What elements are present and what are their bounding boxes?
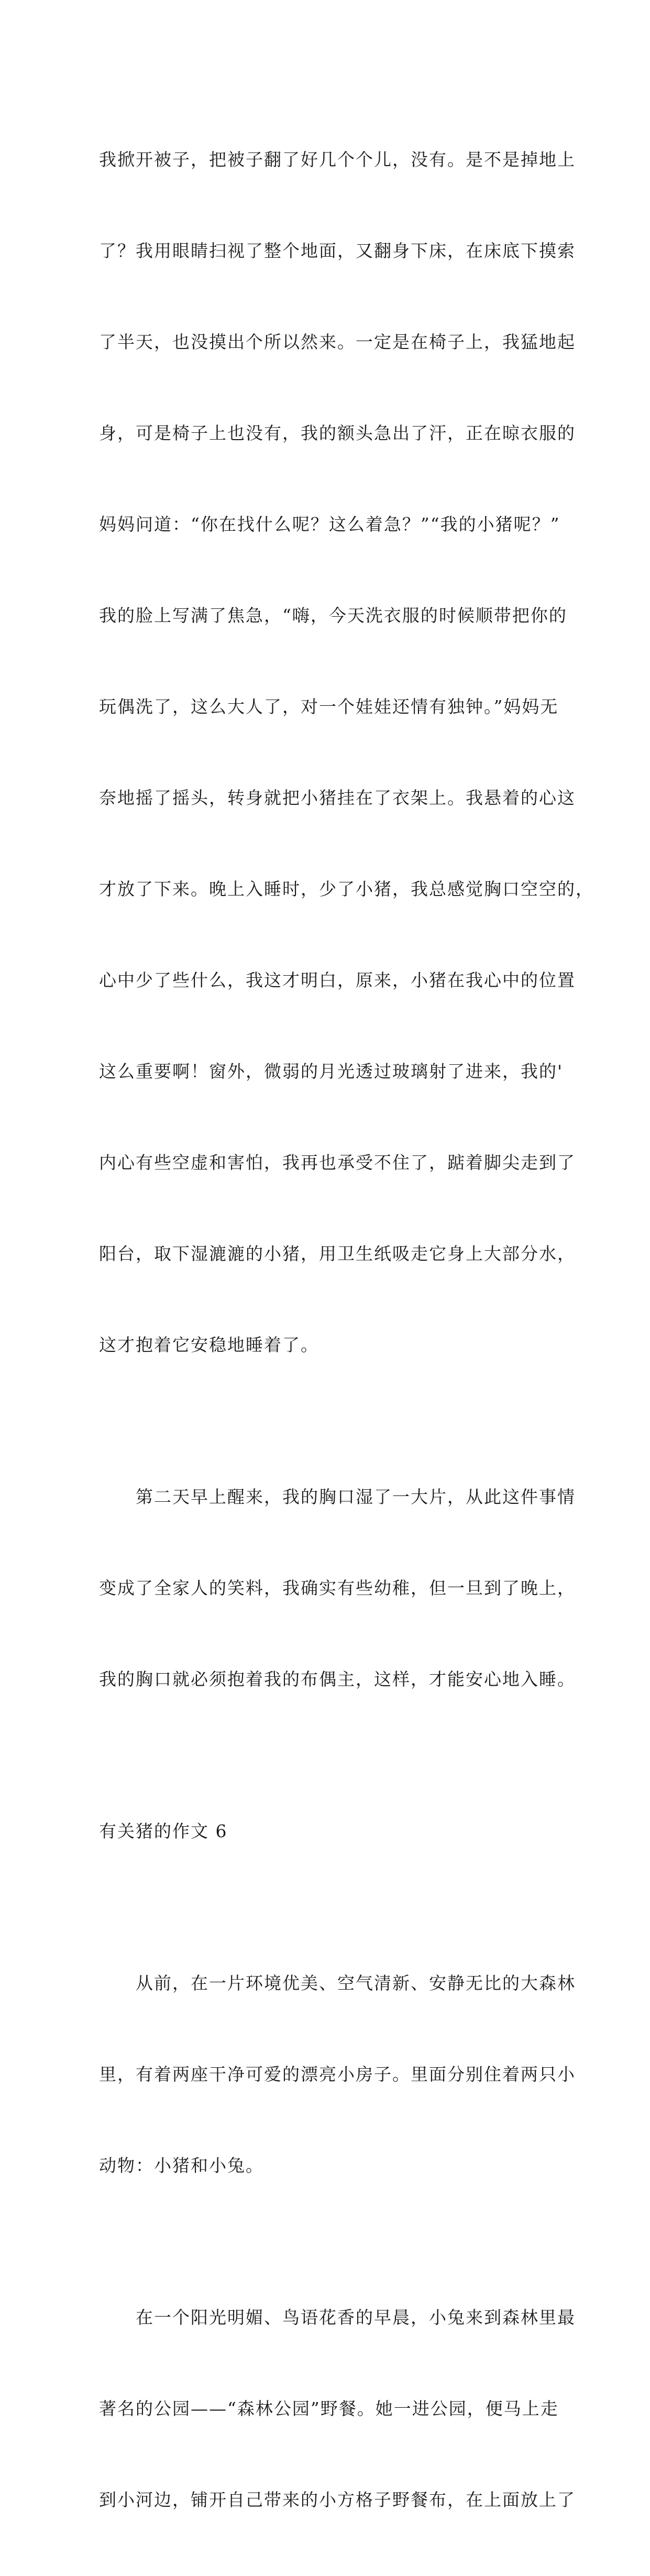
text-line: 奈地摇了摇头，转身就把小猪挂在了衣架上。我悬着的心这	[99, 788, 576, 808]
paragraph-4	[99, 2242, 576, 2576]
text-line: 身，可是椅子上也没有，我的额头急出了汗，正在晾衣服的	[99, 423, 576, 443]
text-line: 内心有些空虚和害怕，我再也承受不住了，踮着脚尖走到了	[99, 1152, 576, 1173]
text-line: 阳台，取下湿漉漉的小猪，用卫生纸吸走它身上大部分水，	[99, 1243, 576, 1264]
text-line: 这才抱着它安稳地睡着了。	[99, 1335, 319, 1355]
text-line: 从前，在一片环境优美、空气清新、安静无比的大森林	[99, 1973, 576, 1993]
text-line: 玩偶洗了，这么大人了，对一个娃娃还情有独钟。”妈妈无	[99, 696, 559, 717]
text-line: 这么重要啊！窗外，微弱的月光透过玻璃射了进来，我的'	[99, 1061, 564, 1082]
text-line: 我掀开被子，把被子翻了好几个个儿，没有。是不是掉地上	[99, 149, 576, 170]
text-line: 到小河边，铺开自己带来的小方格子野餐布，在上面放上了	[99, 2490, 576, 2510]
text-line: 妈妈问道：“你在找什么呢？这么着急？”“我的小猪呢？”	[99, 514, 560, 534]
text-line: 第二天早上醒来，我的胸口湿了一大片，从此这件事情	[99, 1487, 576, 1507]
text-line: 里，有着两座干净可爱的漂亮小房子。里面分别住着两只小	[99, 2064, 576, 2084]
paragraph-3	[99, 1907, 576, 2242]
text-line: 了？我用眼睛扫视了整个地面，又翻身下床，在床底下摸索	[99, 241, 576, 261]
section-heading	[99, 1755, 560, 1907]
text-line: 才放了下来。晚上入睡时，少了小猪，我总感觉胸口空空的，	[99, 879, 594, 899]
text-line: 我的脸上写满了焦急，“嗨，今天洗衣服的时候顺带把你的	[99, 605, 567, 626]
text-line: 著名的公园——“森林公园”野餐。她一进公园，便马上走	[99, 2398, 559, 2419]
text-line: 在一个阳光明媚、鸟语花香的早晨，小兔来到森林里最	[99, 2307, 576, 2328]
text-line: 我的胸口就必须抱着我的布偶主，这样，才能安心地入睡。	[99, 1669, 576, 1689]
text-line: 了半天，也没摸出个所以然来。一定是在椅子上，我猛地起	[99, 332, 576, 352]
text-line: 变成了全家人的笑料，我确实有些幼稚，但一旦到了晚上，	[99, 1578, 576, 1598]
text-line: 动物：小猪和小兔。	[99, 2155, 264, 2176]
paragraph-1	[99, 84, 594, 1421]
document-body	[99, 84, 594, 2576]
paragraph-2	[99, 1421, 576, 1755]
text-line: 心中少了些什么，我这才明白，原来，小猪在我心中的位置	[99, 970, 576, 990]
heading-line: 有关猪的作文 6	[99, 1821, 228, 1841]
